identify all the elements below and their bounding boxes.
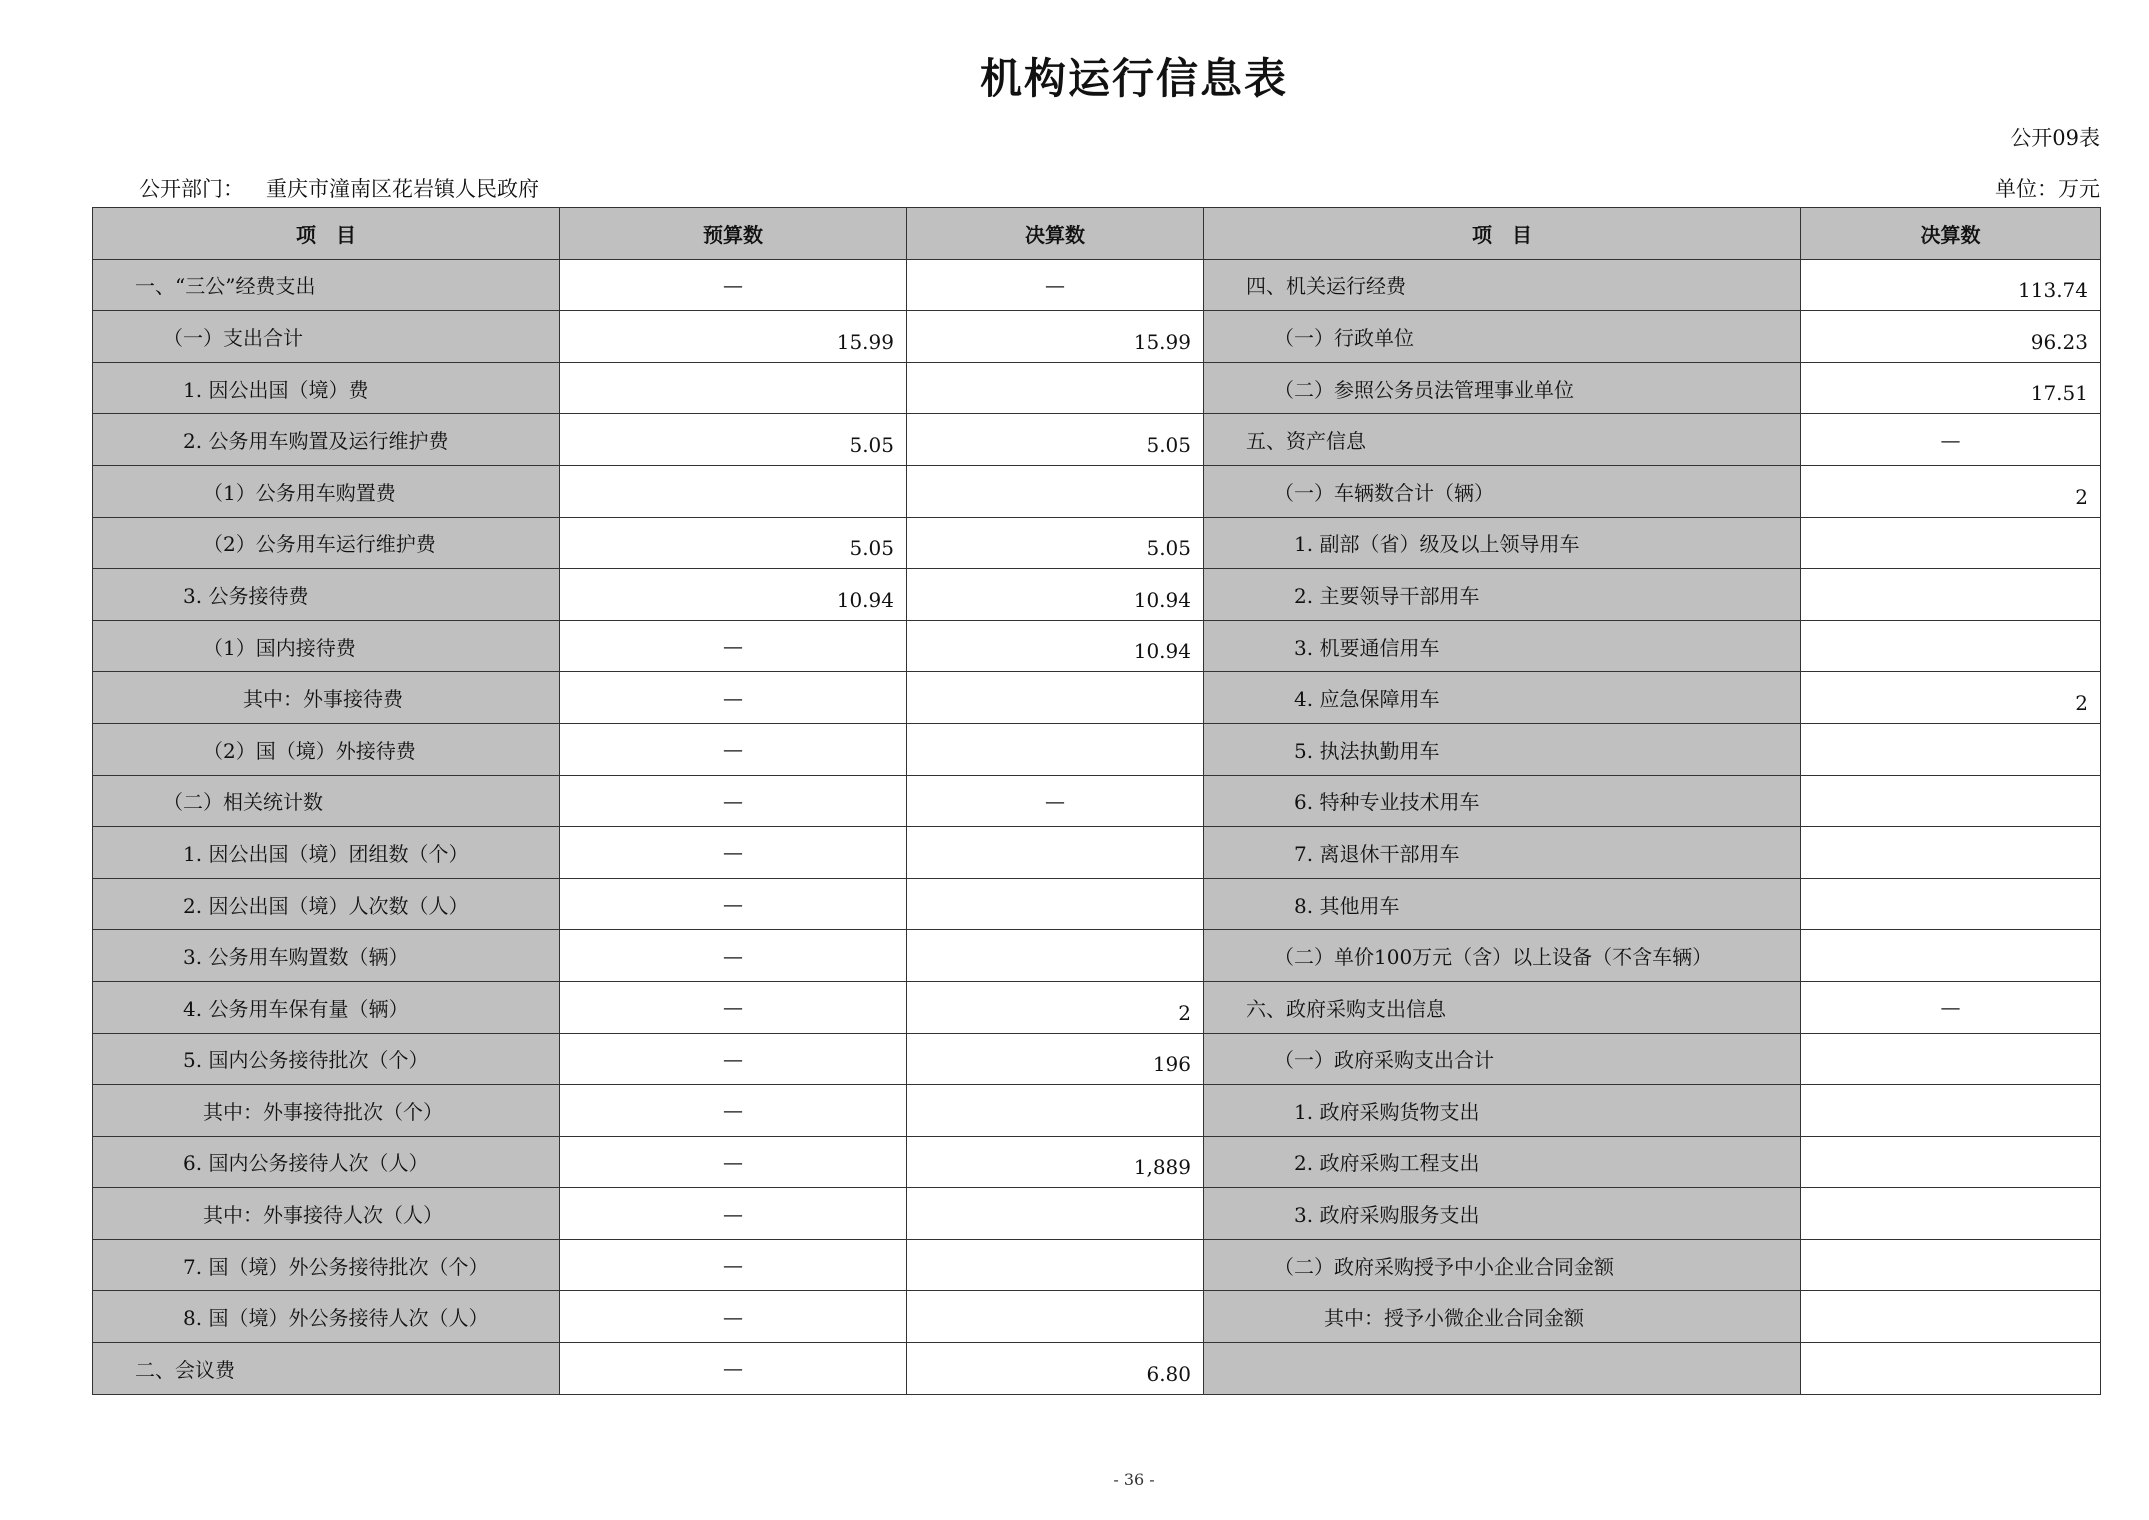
table-row [93,465,2101,517]
row-item-label: （1）国内接待费 [93,620,560,672]
row-right-item-label: 1. 政府采购货物支出 [1204,1085,1801,1137]
row-right-final-value [1801,1033,2101,1085]
row-final-value [907,723,1204,775]
row-final-value [907,878,1204,930]
table-row [93,878,2101,930]
row-right-item-label: 1. 副部（省）级及以上领导用车 [1204,517,1801,569]
header-final: 决算数 [907,208,1204,260]
row-right-final-value [1801,1291,2101,1343]
row-budget-value: — [560,1291,907,1343]
row-final-value: 10.94 [907,569,1204,621]
row-right-final-value [1801,1136,2101,1188]
table-row [93,362,2101,414]
row-item-label: 7. 国（境）外公务接待批次（个） [93,1239,560,1291]
row-item-label: 1. 因公出国（境）费 [93,362,560,414]
row-item-label: （2）国（境）外接待费 [93,723,560,775]
row-right-item-label: （一）车辆数合计（辆） [1204,465,1801,517]
row-right-final-value: 113.74 [1801,259,2101,311]
row-final-value [907,1188,1204,1240]
row-right-item-label [1204,1343,1801,1395]
row-final-value: 5.05 [907,414,1204,466]
table-row [93,981,2101,1033]
row-budget-value [560,465,907,517]
row-final-value: 2 [907,981,1204,1033]
row-item-label: （2）公务用车运行维护费 [93,517,560,569]
row-right-final-value: 17.51 [1801,362,2101,414]
row-item-label: 2. 因公出国（境）人次数（人） [93,878,560,930]
row-item-label: 二、会议费 [93,1343,560,1395]
row-budget-value: — [560,672,907,724]
row-right-final-value [1801,723,2101,775]
table-row [93,517,2101,569]
row-final-value: 196 [907,1033,1204,1085]
row-final-value [907,672,1204,724]
row-final-value [907,1085,1204,1137]
row-right-item-label: 4. 应急保障用车 [1204,672,1801,724]
row-final-value: 10.94 [907,620,1204,672]
department-line [139,173,539,203]
row-item-label: （1）公务用车购置费 [93,465,560,517]
row-budget-value: — [560,827,907,879]
row-right-final-value [1801,1343,2101,1395]
header-item-right: 项 目 [1204,208,1801,260]
row-right-item-label: 2. 主要领导干部用车 [1204,569,1801,621]
row-right-final-value [1801,827,2101,879]
form-number: 公开09表 [2010,126,2100,150]
row-item-label: 8. 国（境）外公务接待人次（人） [93,1291,560,1343]
row-right-item-label: 六、政府采购支出信息 [1204,981,1801,1033]
row-budget-value [560,362,907,414]
row-right-final-value [1801,878,2101,930]
row-item-label: （二）相关统计数 [93,775,560,827]
table-row [93,930,2101,982]
row-final-value: 6.80 [907,1343,1204,1395]
row-right-final-value [1801,1188,2101,1240]
row-right-item-label: （二）参照公务员法管理事业单位 [1204,362,1801,414]
row-final-value: 15.99 [907,311,1204,363]
row-right-item-label: 3. 机要通信用车 [1204,620,1801,672]
table-row [93,672,2101,724]
row-right-item-label: 8. 其他用车 [1204,878,1801,930]
table-row [93,1136,2101,1188]
row-budget-value: 5.05 [560,517,907,569]
row-right-item-label: 3. 政府采购服务支出 [1204,1188,1801,1240]
row-right-final-value [1801,569,2101,621]
row-budget-value: — [560,259,907,311]
table-row [93,1239,2101,1291]
table-row [93,827,2101,879]
row-right-item-label: 2. 政府采购工程支出 [1204,1136,1801,1188]
row-item-label: 2. 公务用车购置及运行维护费 [93,414,560,466]
table-row [93,620,2101,672]
unit-label: 单位：万元 [1995,177,2100,201]
row-final-value [907,465,1204,517]
row-budget-value: — [560,1136,907,1188]
row-item-label: 其中：外事接待人次（人） [93,1188,560,1240]
row-right-item-label: 7. 离退休干部用车 [1204,827,1801,879]
header-row [93,208,2101,260]
row-budget-value: 5.05 [560,414,907,466]
operation-info-table [92,207,2101,1395]
row-right-final-value: 2 [1801,672,2101,724]
table-row [93,1343,2101,1395]
page-number: - 36 - [1113,1470,1155,1489]
row-budget-value: 15.99 [560,311,907,363]
row-right-item-label: 四、机关运行经费 [1204,259,1801,311]
row-right-item-label: （一）行政单位 [1204,311,1801,363]
row-item-label: 其中：外事接待费 [93,672,560,724]
table-row [93,1188,2101,1240]
row-item-label: 5. 国内公务接待批次（个） [93,1033,560,1085]
table-row [93,1291,2101,1343]
row-right-item-label: （二）政府采购授予中小企业合同金额 [1204,1239,1801,1291]
table-row [93,1033,2101,1085]
table-row [93,259,2101,311]
row-right-item-label: （二）单价100万元（含）以上设备（不含车辆） [1204,930,1801,982]
row-right-final-value: — [1801,981,2101,1033]
table-row [93,414,2101,466]
row-budget-value: — [560,723,907,775]
row-item-label: 1. 因公出国（境）团组数（个） [93,827,560,879]
department-name: 重庆市潼南区花岩镇人民政府 [266,177,539,201]
row-final-value [907,362,1204,414]
row-final-value: — [907,775,1204,827]
department-label: 公开部门： [139,177,244,201]
row-right-final-value [1801,1085,2101,1137]
row-budget-value: — [560,775,907,827]
header-final-right: 决算数 [1801,208,2101,260]
page-title: 机构运行信息表 [979,54,1288,103]
table-row [93,569,2101,621]
row-right-item-label: 五、资产信息 [1204,414,1801,466]
row-final-value [907,1291,1204,1343]
row-right-item-label: 5. 执法执勤用车 [1204,723,1801,775]
row-final-value [907,1239,1204,1291]
row-item-label: 其中：外事接待批次（个） [93,1085,560,1137]
row-budget-value: — [560,620,907,672]
row-right-final-value: 96.23 [1801,311,2101,363]
row-final-value [907,827,1204,879]
row-final-value [907,930,1204,982]
table-body [93,259,2101,1394]
row-right-final-value [1801,517,2101,569]
row-item-label: 4. 公务用车保有量（辆） [93,981,560,1033]
row-right-item-label: 其中：授予小微企业合同金额 [1204,1291,1801,1343]
row-item-label: 6. 国内公务接待人次（人） [93,1136,560,1188]
row-budget-value: — [560,1033,907,1085]
row-right-item-label: 6. 特种专业技术用车 [1204,775,1801,827]
header-budget: 预算数 [560,208,907,260]
row-final-value: 5.05 [907,517,1204,569]
table-row [93,1085,2101,1137]
row-budget-value: — [560,1085,907,1137]
row-right-final-value [1801,620,2101,672]
row-right-final-value: 2 [1801,465,2101,517]
row-budget-value: — [560,878,907,930]
row-right-final-value [1801,1239,2101,1291]
table-row [93,775,2101,827]
row-budget-value: — [560,1188,907,1240]
row-budget-value: — [560,981,907,1033]
row-budget-value: — [560,1343,907,1395]
row-right-final-value [1801,775,2101,827]
row-budget-value: — [560,1239,907,1291]
row-item-label: 一、“三公”经费支出 [93,259,560,311]
row-final-value: 1,889 [907,1136,1204,1188]
row-item-label: 3. 公务接待费 [93,569,560,621]
row-budget-value: 10.94 [560,569,907,621]
row-budget-value: — [560,930,907,982]
header-item: 项 目 [93,208,560,260]
row-right-final-value [1801,930,2101,982]
table-row [93,723,2101,775]
row-right-final-value: — [1801,414,2101,466]
row-item-label: 3. 公务用车购置数（辆） [93,930,560,982]
table-row [93,311,2101,363]
row-final-value: — [907,259,1204,311]
row-right-item-label: （一）政府采购支出合计 [1204,1033,1801,1085]
row-item-label: （一）支出合计 [93,311,560,363]
